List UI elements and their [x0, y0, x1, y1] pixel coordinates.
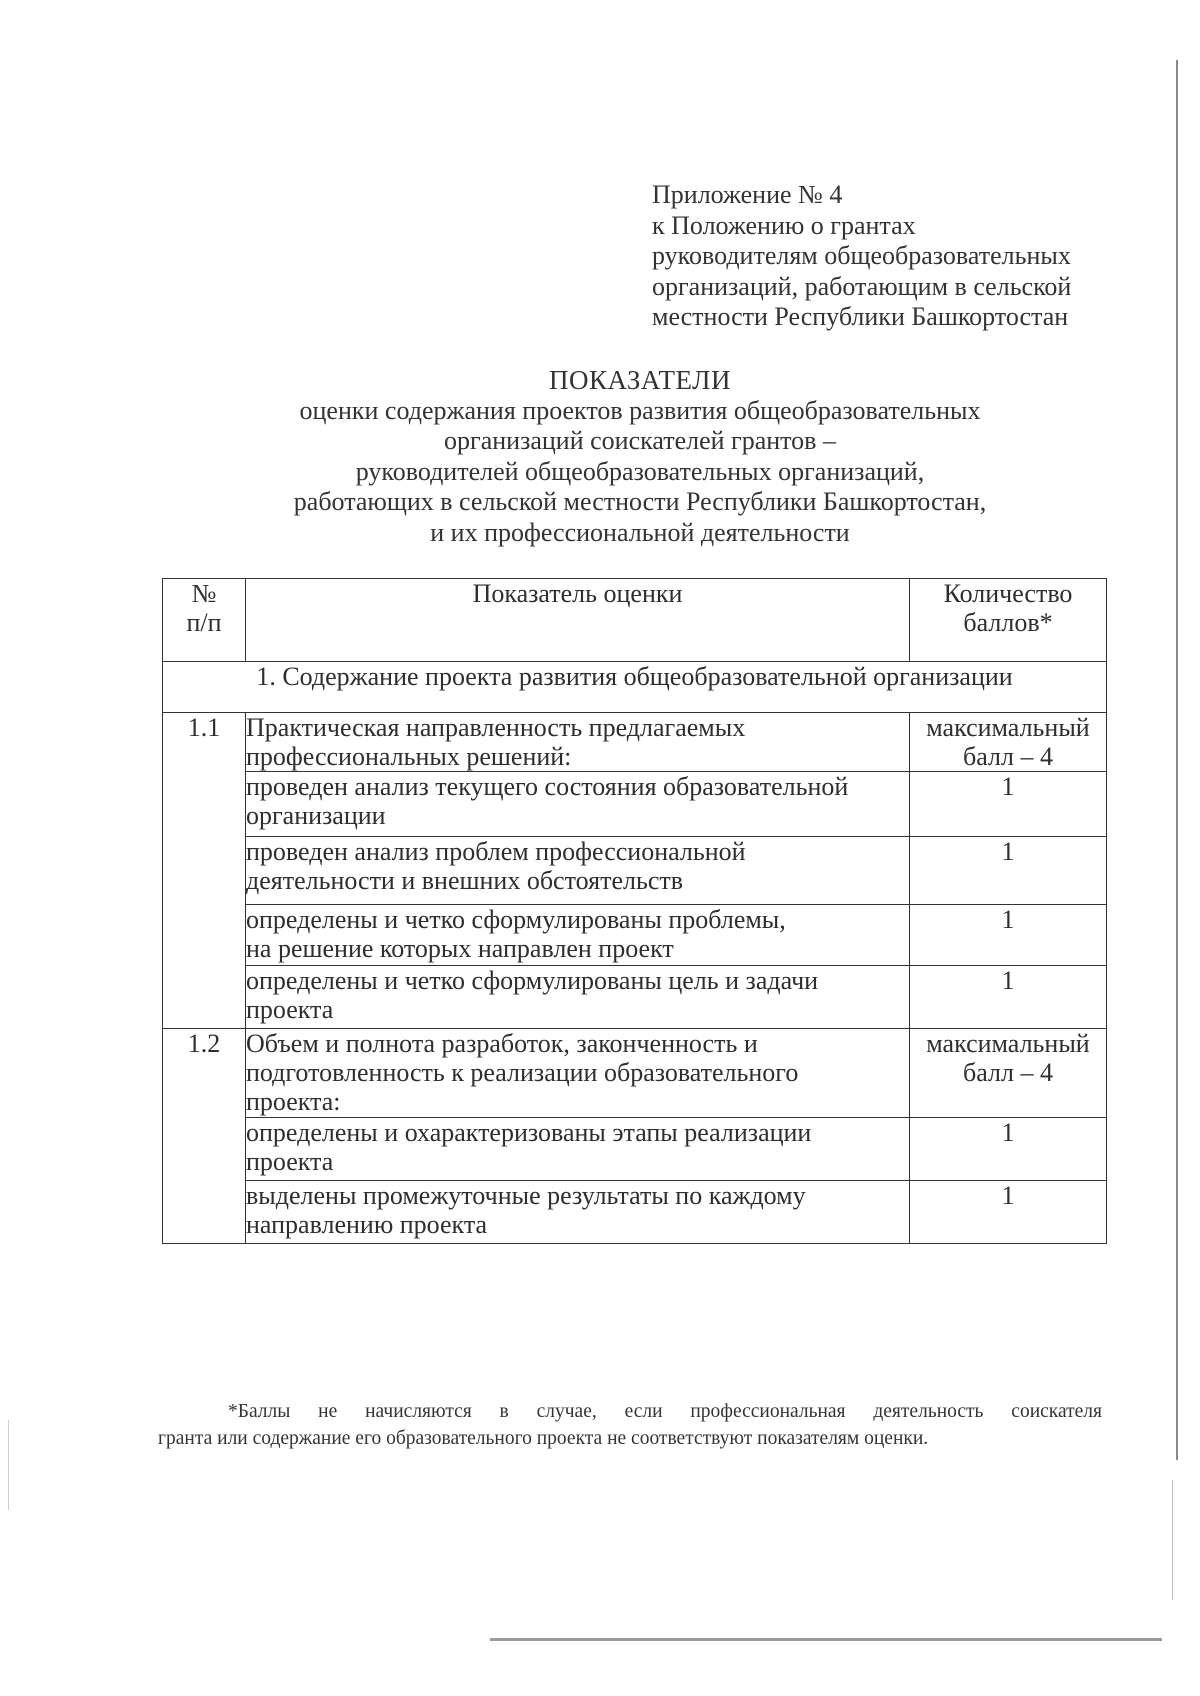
appendix-line: местности Республики Башкортостан	[652, 302, 1069, 331]
table-header-row	[163, 579, 1107, 662]
table-row	[163, 837, 1107, 905]
indicator-text	[246, 837, 910, 905]
table-row	[163, 905, 1107, 966]
cell-line: проведен анализ текущего состояния образовательной	[246, 772, 849, 801]
indicator-text	[246, 966, 910, 1029]
cell-line: проведен анализ проблем профессиональной	[246, 837, 746, 866]
score-value: 1	[910, 772, 1107, 837]
cell-line: максимальный	[926, 1029, 1090, 1058]
page-bottom-rule	[490, 1638, 1162, 1641]
score-value: 1	[910, 905, 1107, 966]
header-score-line: баллов*	[963, 608, 1053, 637]
footnote-line: гранта или содержание его образовательного проекта не соответствуют показателям оценки.	[158, 1428, 929, 1449]
header-number-abbr: п/п	[186, 608, 222, 637]
max-score	[910, 713, 1107, 772]
score-value: 1	[910, 1181, 1107, 1244]
appendix-line: к Положению о грантах	[652, 210, 916, 240]
cell-line: балл – 4	[963, 1058, 1053, 1087]
heading-line: оценки содержания проектов развития общеобразовательных	[299, 395, 981, 425]
cell-line: балл – 4	[963, 742, 1053, 771]
cell-line: Объем и полнота разработок, законченность и	[246, 1029, 758, 1058]
cell-line: направлению проекта	[246, 1210, 488, 1239]
group-title	[246, 1029, 910, 1118]
scan-edge-right	[1176, 60, 1178, 1460]
table-row	[163, 1029, 1107, 1118]
header-score	[910, 579, 1107, 662]
table-row	[163, 966, 1107, 1029]
score-value: 1	[910, 966, 1107, 1029]
cell-line: определены и четко сформулированы проблемы,	[246, 905, 786, 934]
footnote-line: *Баллы не начисляются в случае, если профессиональная деятельность соискателя	[228, 1401, 1102, 1422]
document-title: ПОКАЗАТЕЛИ	[549, 365, 731, 395]
indicator-text	[246, 772, 910, 837]
section-row	[163, 662, 1107, 713]
group-title	[246, 713, 910, 772]
heading-line: организаций соискателей грантов –	[444, 426, 836, 455]
cell-line: профессиональных решений:	[246, 742, 572, 771]
cell-line: определены и охарактеризованы этапы реализации	[246, 1118, 812, 1147]
cell-line: на решение которых направлен проект	[246, 934, 674, 963]
cell-line: проекта	[246, 1147, 334, 1176]
cell-line: выделены промежуточные результаты по каждому	[246, 1181, 806, 1210]
indicator-text	[246, 1118, 910, 1181]
indicator-text	[246, 905, 910, 966]
heading-line: и их профессиональной деятельности	[430, 517, 850, 547]
cell-line: деятельности и внешних обстоятельств	[246, 866, 683, 895]
table-row	[163, 1118, 1107, 1181]
section-title: 1. Содержание проекта развития общеобразовательной организации	[163, 662, 1107, 713]
cell-line: проекта:	[246, 1087, 341, 1116]
footnote	[158, 1398, 1102, 1452]
cell-line: организации	[246, 801, 386, 830]
header-number-symbol: №	[191, 579, 217, 608]
cell-line: определены и четко сформулированы цель и задачи	[246, 966, 819, 995]
cell-line: подготовленность к реализации образовательного	[246, 1058, 799, 1087]
max-score	[910, 1029, 1107, 1118]
indicators-table	[162, 578, 1107, 1244]
cell-line: максимальный	[926, 713, 1090, 742]
scan-edge-right-lower	[1172, 1480, 1173, 1600]
document-heading	[150, 365, 1130, 548]
appendix-line: руководителям общеобразовательных	[652, 241, 1071, 270]
group-number: 1.1	[163, 713, 246, 1029]
scan-edge-left	[8, 1420, 9, 1510]
appendix-line: организаций, работающим в сельской	[652, 271, 1072, 301]
appendix-note	[652, 180, 1071, 333]
score-value: 1	[910, 837, 1107, 905]
header-indicator: Показатель оценки	[246, 579, 910, 662]
score-value: 1	[910, 1118, 1107, 1181]
heading-line: руководителей общеобразовательных организаций,	[355, 456, 925, 486]
table-row	[163, 1181, 1107, 1244]
cell-line: Практическая направленность предлагаемых	[246, 713, 746, 742]
header-number	[163, 579, 246, 662]
heading-line: работающих в сельской местности Республики Башкортостан,	[293, 487, 987, 516]
group-number: 1.2	[163, 1029, 246, 1244]
header-score-line: Количество	[943, 579, 1073, 608]
table-row	[163, 713, 1107, 772]
indicator-text	[246, 1181, 910, 1244]
appendix-line: Приложение № 4	[652, 180, 843, 209]
cell-line: проекта	[246, 995, 334, 1024]
table-row	[163, 772, 1107, 837]
